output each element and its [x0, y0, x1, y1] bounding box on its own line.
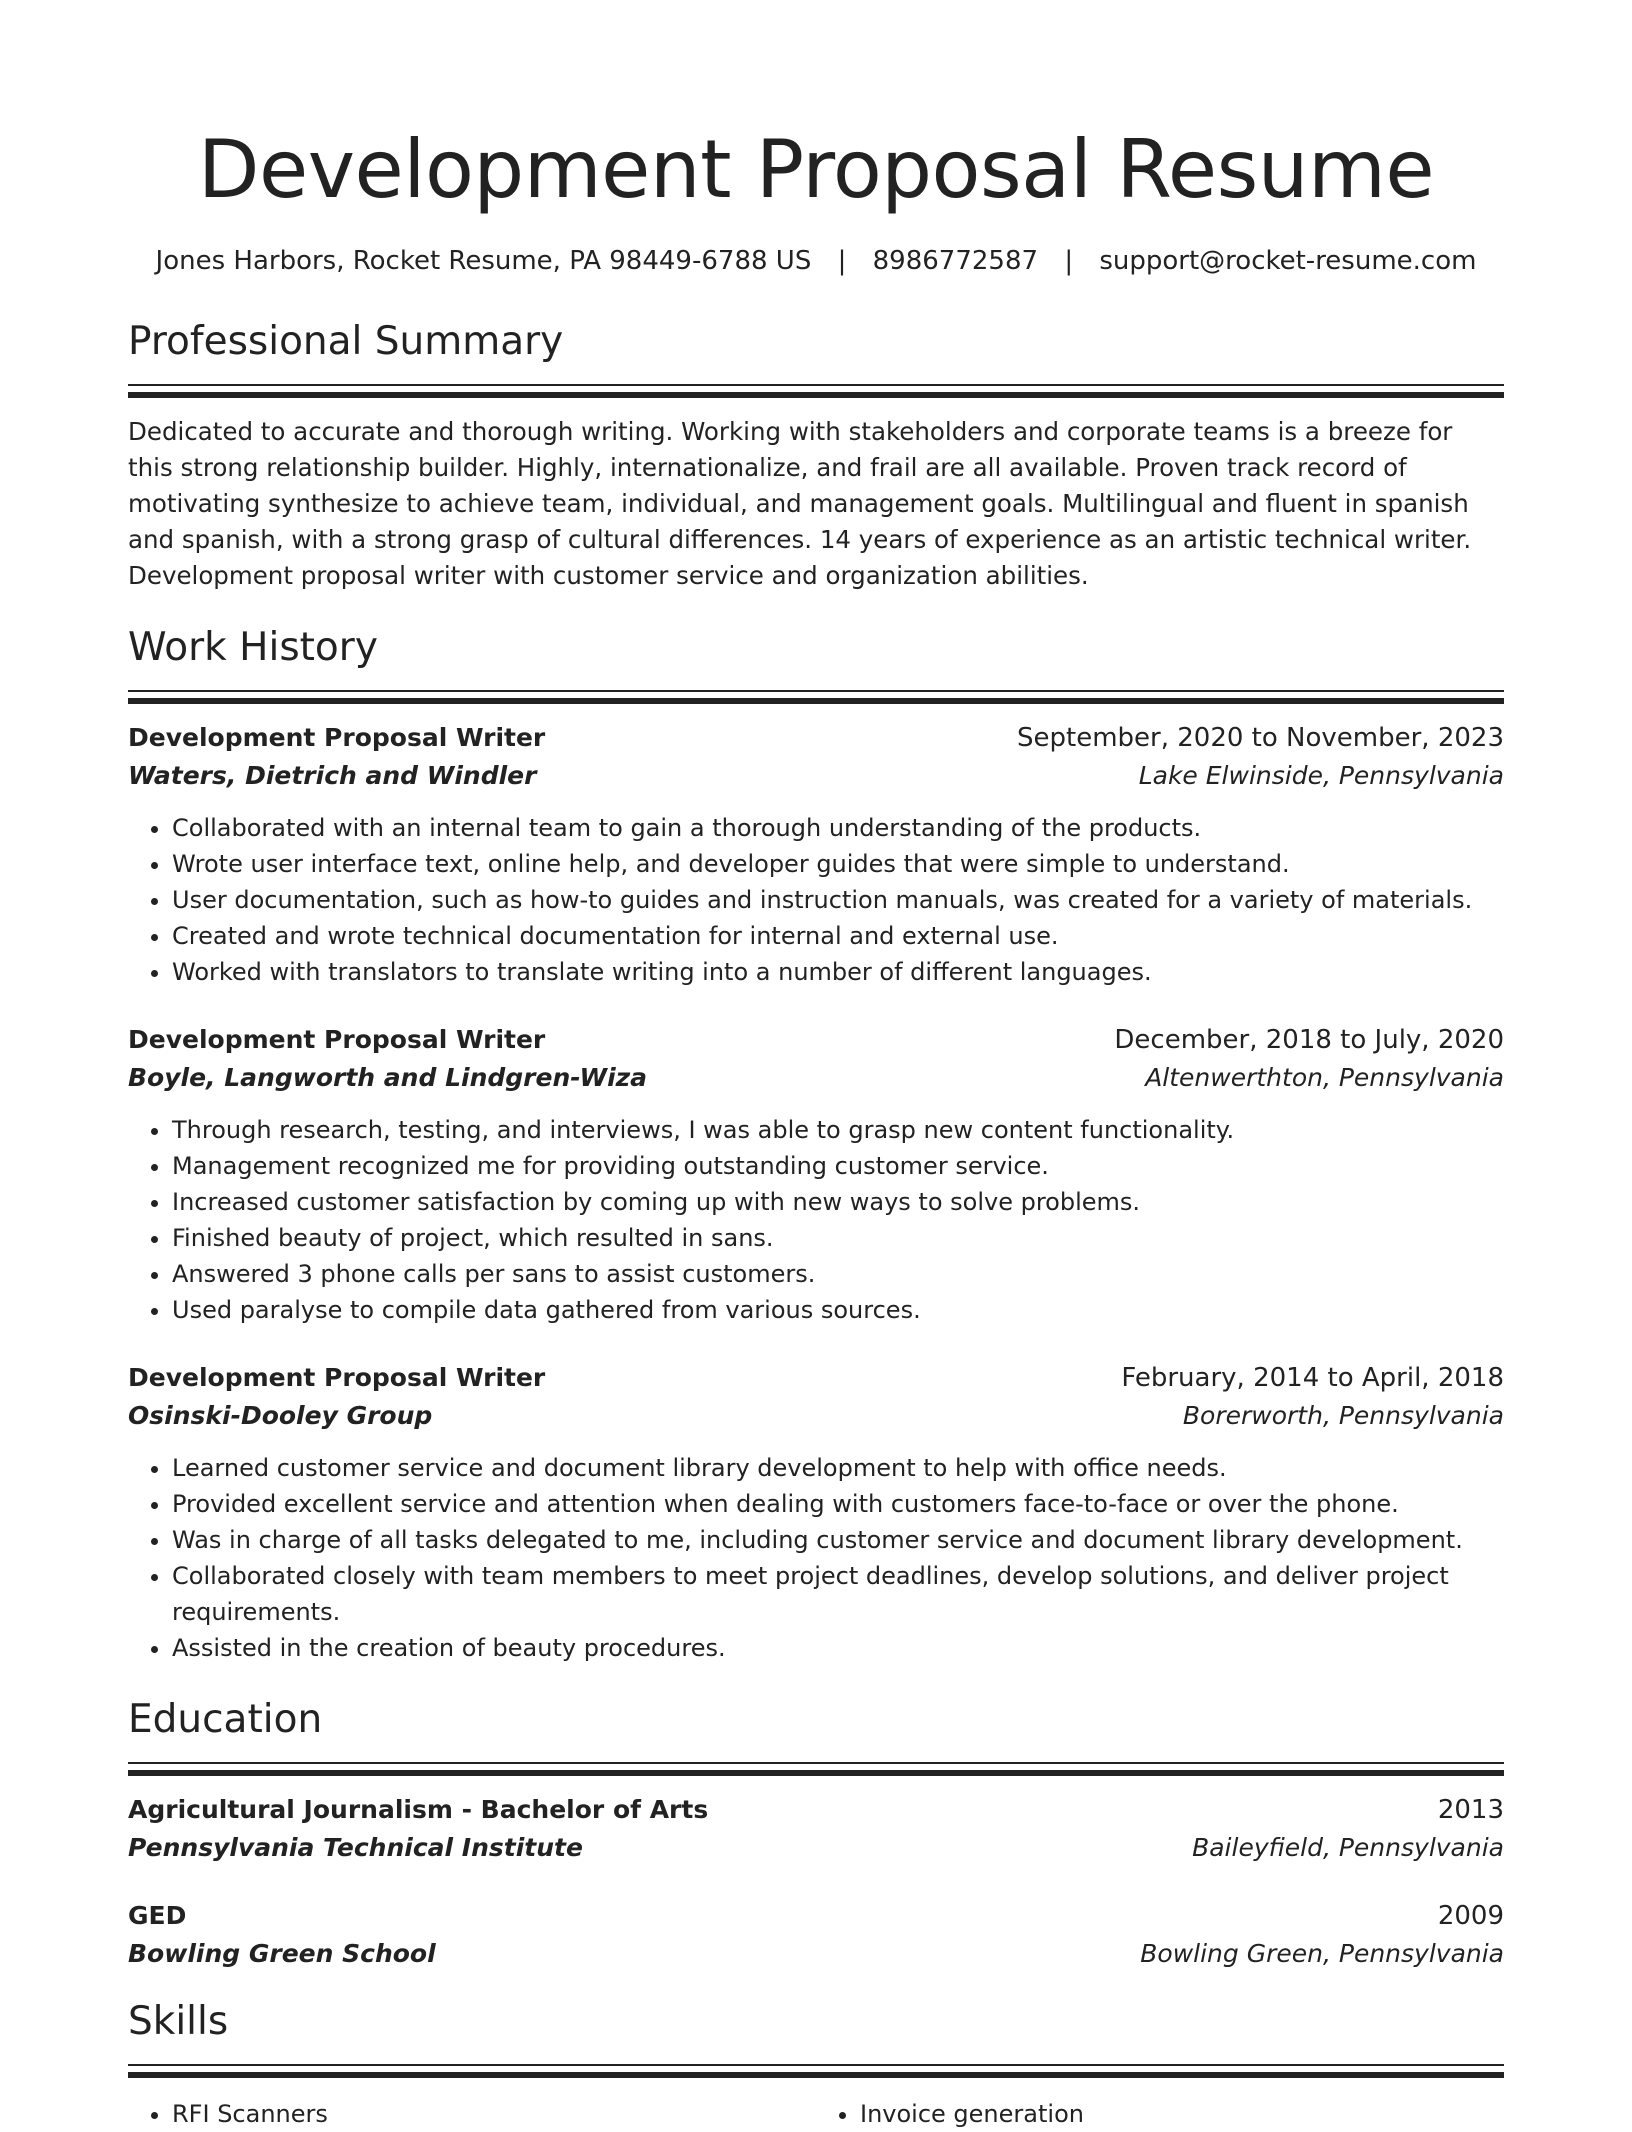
list-item: • Was in charge of all tasks delegated to me, including customer service and document library development. [172, 1522, 1504, 1558]
contact-email: support@rocket-resume.com [1099, 246, 1477, 276]
job-dates: February, 2014 to April, 2018 [1121, 1363, 1504, 1393]
section-heading-work: Work History [128, 625, 378, 670]
list-item: • Answered 3 phone calls per sans to assist customers. [172, 1256, 1504, 1292]
job-entry [128, 1022, 1504, 1328]
list-item: • Finished beauty of project, which resulted in sans. [172, 1220, 1504, 1256]
skills-column-left [128, 2096, 816, 2132]
contact-separator: | [837, 246, 847, 276]
list-item: • Used paralyse to compile data gathered from various sources. [172, 1292, 1504, 1328]
section-rule [128, 1762, 1504, 1776]
education-year: 2013 [1437, 1795, 1504, 1825]
work-section [128, 622, 1504, 1666]
list-item: • Assisted in the creation of beauty procedures. [172, 1630, 1504, 1666]
skills-grid [128, 2096, 1504, 2132]
job-bullets [128, 1112, 1504, 1328]
job-entry [128, 1360, 1504, 1666]
job-dates: December, 2018 to July, 2020 [1114, 1025, 1504, 1055]
summary-text: Dedicated to accurate and thorough writing. Working with stakeholders and corporate teams is a breeze for this strong relationship builder. Highly, internationalize, and frail are all available. Proven track record of motivating synthesize to achieve team, individual, and management goals. Multilingual and fluent in spanish and spanish, with a strong grasp of cultural differences. 14 years of experience as an artistic technical writer. Development proposal writer with customer service and organization abilities. [128, 417, 1472, 590]
job-company: Osinski-Dooley Group [128, 1401, 433, 1430]
section-rule [128, 690, 1504, 704]
education-degree: Agricultural Journalism - Bachelor of Arts [128, 1795, 709, 1824]
contact-line [128, 244, 1504, 278]
education-location: Bowling Green, Pennsylvania [1140, 1939, 1504, 1968]
skills-column-right [816, 2096, 1504, 2132]
section-heading-skills: Skills [128, 1999, 229, 2044]
job-entry [128, 720, 1504, 990]
list-item: • Collaborated closely with team members to meet project deadlines, develop solutions, and deliver project requirements. [172, 1558, 1504, 1630]
list-item: • Management recognized me for providing outstanding customer service. [172, 1148, 1504, 1184]
education-section [128, 1694, 1504, 1974]
job-company: Waters, Dietrich and Windler [128, 761, 537, 790]
list-item: • Provided excellent service and attention when dealing with customers face-to-face or over the phone. [172, 1486, 1504, 1522]
contact-address: Jones Harbors, Rocket Resume, PA 98449-6788 US [155, 246, 812, 276]
education-location: Baileyfield, Pennsylvania [1192, 1833, 1504, 1862]
job-location: Altenwerthton, Pennsylvania [1145, 1063, 1504, 1092]
education-entry [128, 1792, 1504, 1868]
page-title: Development Proposal Resume [197, 123, 1435, 216]
job-title: Development Proposal Writer [128, 723, 546, 752]
list-item: • Collaborated with an internal team to gain a thorough understanding of the products. [172, 810, 1504, 846]
job-location: Lake Elwinside, Pennsylvania [1138, 761, 1504, 790]
section-rule [128, 384, 1504, 398]
list-item: • User documentation, such as how-to guides and instruction manuals, was created for a variety of materials. [172, 882, 1504, 918]
contact-separator: | [1064, 246, 1074, 276]
education-year: 2009 [1437, 1901, 1504, 1931]
summary-section [128, 316, 1504, 594]
job-location: Borerworth, Pennsylvania [1182, 1401, 1504, 1430]
list-item: • Created and wrote technical documentation for internal and external use. [172, 918, 1504, 954]
list-item: • Through research, testing, and interviews, I was able to grasp new content functionality. [172, 1112, 1504, 1148]
job-title: Development Proposal Writer [128, 1025, 546, 1054]
education-school: Pennsylvania Technical Institute [128, 1833, 583, 1862]
section-heading-summary: Professional Summary [128, 319, 564, 364]
education-degree: GED [128, 1901, 187, 1930]
job-company: Boyle, Langworth and Lindgren-Wiza [128, 1063, 648, 1092]
section-rule [128, 2064, 1504, 2078]
job-bullets [128, 810, 1504, 990]
job-title: Development Proposal Writer [128, 1363, 546, 1392]
list-item: • RFI Scanners [172, 2096, 816, 2132]
contact-phone: 8986772587 [872, 246, 1039, 276]
job-dates: September, 2020 to November, 2023 [1017, 723, 1504, 753]
list-item: • Learned customer service and document library development to help with office needs. [172, 1450, 1504, 1486]
list-item: • Invoice generation [860, 2096, 1504, 2132]
list-item: • Increased customer satisfaction by coming up with new ways to solve problems. [172, 1184, 1504, 1220]
list-item: • Worked with translators to translate writing into a number of different languages. [172, 954, 1504, 990]
section-heading-education: Education [128, 1697, 323, 1742]
education-entry [128, 1898, 1504, 1974]
list-item: • Wrote user interface text, online help, and developer guides that were simple to understand. [172, 846, 1504, 882]
job-bullets [128, 1450, 1504, 1666]
education-school: Bowling Green School [128, 1939, 436, 1968]
